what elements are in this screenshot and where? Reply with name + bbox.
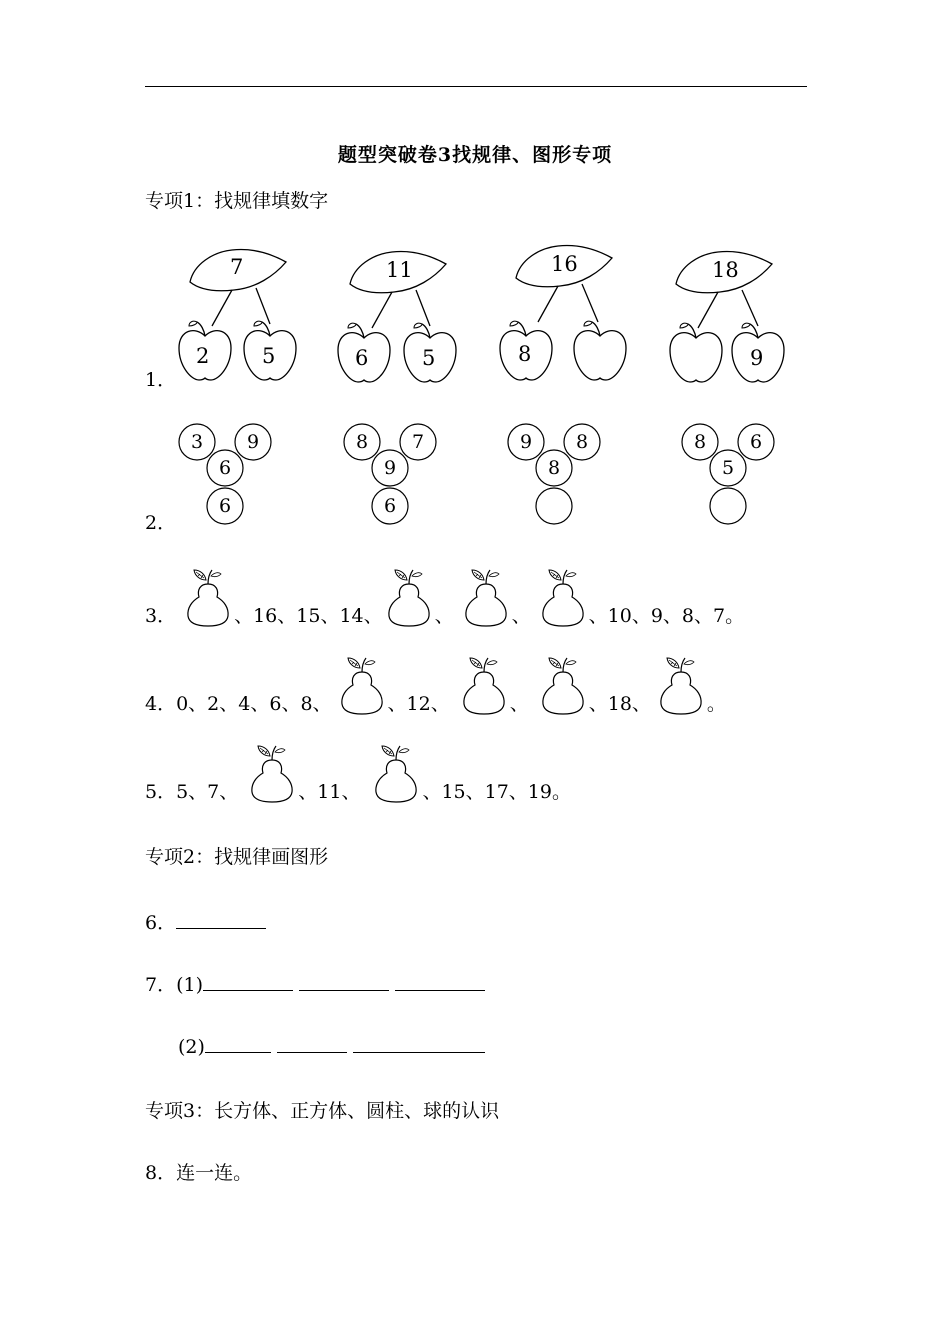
q2-g1-d: 6 xyxy=(219,495,232,517)
q4-text-2: 、 xyxy=(509,693,529,715)
section-2-heading: 专项2：找规律画图形 xyxy=(145,846,329,868)
q7-label: 7． xyxy=(145,974,177,996)
q1-apple-2-left: 6 xyxy=(355,346,369,370)
q3-pear-3 xyxy=(462,566,510,628)
q2-g1-a: 3 xyxy=(191,431,204,453)
q7-2-blank-2[interactable] xyxy=(277,1034,347,1053)
q6-row xyxy=(145,908,266,935)
q3-pear-4 xyxy=(539,566,587,628)
q5-label: 5．5、7、 xyxy=(145,781,239,803)
q4-pear-4 xyxy=(657,654,705,716)
q1-leaf-2: 11 xyxy=(386,258,413,282)
q1-apple-2-right: 5 xyxy=(422,346,436,370)
q4-pear-3 xyxy=(539,654,587,716)
q2-g3-b: 8 xyxy=(576,431,589,453)
q1-apple-3-left: 8 xyxy=(518,342,532,366)
q2-g2-d: 6 xyxy=(384,495,397,517)
q8-label: 8．连一连。 xyxy=(145,1162,253,1184)
q4-text-1: 、12、 xyxy=(387,693,450,715)
q2-label: 2． xyxy=(145,512,177,534)
q7-2-blank-1[interactable] xyxy=(205,1034,271,1053)
q7-part-1-label: (1) xyxy=(176,974,204,996)
q2-g2-b: 7 xyxy=(412,431,425,453)
page-title: 题型突破卷3找规律、图形专项 xyxy=(337,144,613,166)
section-1-heading: 专项1：找规律填数字 xyxy=(145,190,329,212)
q3-text-3: 、 xyxy=(511,605,531,627)
q1-label: 1． xyxy=(145,369,177,391)
q2-g1-b: 9 xyxy=(247,431,260,453)
q3-text-1: 、16、15、14、 xyxy=(234,605,383,627)
q2-g4-b: 6 xyxy=(750,431,763,453)
q3-pear-2 xyxy=(385,566,433,628)
q2-g4-a: 8 xyxy=(694,431,707,453)
q7-1-blank-2[interactable] xyxy=(299,972,389,991)
q7-1-blank-1[interactable] xyxy=(203,972,293,991)
section-3-heading: 专项3：长方体、正方体、圆柱、球的认识 xyxy=(145,1100,500,1122)
q1-leaf-3: 16 xyxy=(551,252,578,276)
q3-pear-1 xyxy=(184,566,232,628)
q3-row xyxy=(145,566,744,628)
q5-pear-1 xyxy=(248,742,296,804)
q4-row xyxy=(145,654,726,716)
q4-label: 4．0、2、4、6、8、 xyxy=(145,693,332,715)
q7-part-2-label: (2) xyxy=(178,1036,205,1058)
q4-text-4: 。 xyxy=(706,693,726,715)
q3-text-2: 、 xyxy=(434,605,454,627)
q7-2-blank-3[interactable] xyxy=(353,1034,485,1053)
q5-pear-2 xyxy=(372,742,420,804)
q2-g2-c: 9 xyxy=(384,457,397,479)
q7-1-blank-3[interactable] xyxy=(395,972,485,991)
q1-leaf-4: 18 xyxy=(712,258,739,282)
q3-text-4: 、10、9、8、7。 xyxy=(588,605,745,627)
q4-text-3: 、18、 xyxy=(588,693,651,715)
q4-pear-2 xyxy=(460,654,508,716)
q1-apple-1-right: 5 xyxy=(262,344,276,368)
q4-pear-1 xyxy=(338,654,386,716)
q2-g3-a: 9 xyxy=(520,431,533,453)
q1-apple-1-left: 2 xyxy=(196,344,210,368)
q2-g3-c: 8 xyxy=(548,457,561,479)
q3-label: 3． xyxy=(145,605,177,627)
q5-row xyxy=(145,742,571,804)
q6-answer-blank[interactable] xyxy=(176,910,266,929)
q7-row-1 xyxy=(145,970,485,997)
q1-leaf-1: 7 xyxy=(230,255,244,279)
q1-apple-4-right: 9 xyxy=(750,346,764,370)
q5-text-2: 、15、17、19。 xyxy=(422,781,571,803)
q2-g4-c: 5 xyxy=(722,457,735,479)
q2-g1-c: 6 xyxy=(219,457,232,479)
q7-row-2 xyxy=(178,1034,485,1058)
q2-g2-a: 8 xyxy=(356,431,369,453)
q5-text-1: 、11、 xyxy=(298,781,361,803)
q6-label: 6． xyxy=(145,912,177,934)
